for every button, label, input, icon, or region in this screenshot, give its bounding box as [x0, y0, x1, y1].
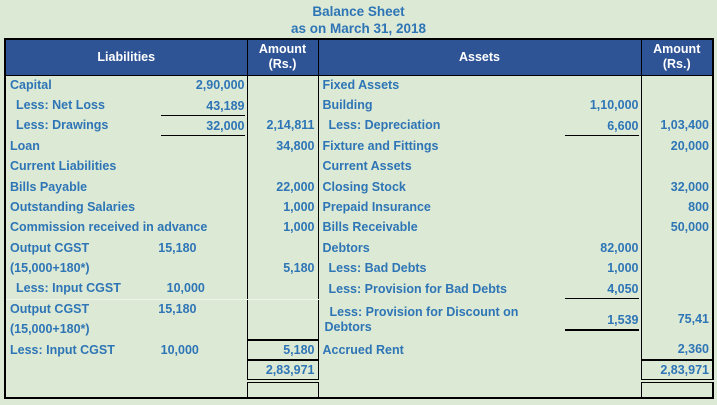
- liability-amount-cell: [247, 136, 318, 156]
- asset-inner-amount: 1,539: [565, 313, 639, 331]
- table-row: [5, 238, 713, 258]
- liability-cell: [5, 218, 247, 238]
- asset-outer-amount: 32,000: [670, 179, 709, 194]
- asset-amount-cell: [641, 197, 713, 217]
- asset-amount-cell: [641, 238, 713, 258]
- asset-cell: [318, 157, 641, 177]
- asset-label: Closing Stock: [322, 179, 406, 194]
- liability-label: Less: Input CGST: [16, 281, 121, 296]
- asset-amount-cell: [641, 177, 713, 197]
- liability-cell: [5, 259, 247, 279]
- asset-amount-cell: [641, 279, 713, 299]
- liability-inner-amount: 10,000: [160, 342, 199, 357]
- liability-amount-cell: [247, 381, 318, 398]
- asset-label: Prepaid Insurance: [322, 200, 431, 215]
- liability-label: Bills Payable: [10, 179, 88, 194]
- asset-label: Less: Bad Debts: [328, 261, 427, 276]
- table-row: [5, 75, 713, 95]
- liability-label: Less: Drawings: [16, 118, 109, 133]
- liability-outer-amount: 1,000: [283, 200, 315, 215]
- asset-cell: [318, 299, 641, 340]
- table-row: [5, 136, 713, 156]
- asset-cell: [318, 259, 641, 279]
- asset-outer-amount: 75,41: [677, 312, 709, 327]
- liability-amount-cell: [247, 279, 318, 299]
- asset-inner-amount: 1,000: [607, 261, 639, 276]
- liability-outer-amount: 2,14,811: [266, 118, 315, 133]
- table-row: [5, 259, 713, 279]
- asset-amount-cell: [641, 340, 713, 360]
- asset-cell: [318, 75, 641, 95]
- liability-label: Less: Net Loss: [16, 98, 105, 113]
- asset-cell: [318, 116, 641, 136]
- liability-label: Current Liabilities: [10, 159, 117, 174]
- liability-amount-cell: [247, 116, 318, 136]
- liability-cell: [5, 279, 247, 299]
- sheet-subtitle: as on March 31, 2018: [290, 21, 427, 36]
- asset-cell: [318, 177, 641, 197]
- asset-cell: [318, 197, 641, 217]
- table-row: [5, 360, 713, 380]
- asset-amount-cell: [641, 116, 713, 136]
- header-amount-right: Amount (Rs.): [641, 39, 713, 75]
- liability-cell: [5, 238, 247, 258]
- liability-label: Outstanding Salaries: [10, 200, 136, 215]
- asset-cell: [318, 218, 641, 238]
- asset-label: Building: [322, 98, 373, 113]
- liability-cell: [5, 116, 247, 136]
- liability-cell: [5, 381, 247, 398]
- liabilities-total-cell: [247, 360, 318, 380]
- table-row: [5, 197, 713, 217]
- liability-amount-cell: [247, 197, 318, 217]
- asset-cell: [318, 95, 641, 115]
- liability-cell: [5, 360, 247, 380]
- table-row: [5, 157, 713, 177]
- liability-outer-amount: 34,800: [276, 138, 315, 153]
- asset-outer-amount: 1,03,400: [660, 118, 709, 133]
- liability-amount-cell: [247, 299, 318, 319]
- asset-inner-amount: 4,050: [565, 282, 639, 299]
- balance-sheet-table: [4, 38, 714, 399]
- liability-inner-amount: 15,180: [158, 240, 197, 255]
- asset-label: Fixed Assets: [322, 77, 400, 92]
- assets-total-cell: [641, 360, 713, 380]
- header-amount-left: Amount (Rs.): [247, 39, 318, 75]
- liability-amount-cell: [247, 320, 318, 340]
- table-row: [5, 116, 713, 136]
- liability-label: Loan: [10, 138, 40, 153]
- liability-inner-amount: 32,000: [161, 119, 245, 136]
- asset-amount-cell: [641, 218, 713, 238]
- table-row: [5, 177, 713, 197]
- liability-cell: [5, 320, 247, 340]
- liability-inner-amount: 15,180: [158, 302, 197, 317]
- liability-cell: [5, 95, 247, 115]
- asset-label: Less: Depreciation: [328, 118, 441, 133]
- liabilities-total: 2,83,971: [265, 362, 315, 377]
- liability-amount-cell: [247, 259, 318, 279]
- liability-amount-cell: [247, 95, 318, 115]
- liability-label: Capital: [10, 77, 52, 92]
- table-row: [5, 381, 713, 398]
- liability-label: Commission received in advance: [10, 220, 208, 235]
- table-row: [5, 95, 713, 115]
- liability-cell: [5, 177, 247, 197]
- header-liabilities: Liabilities: [5, 39, 247, 75]
- table-row: [5, 279, 713, 299]
- asset-cell: [318, 381, 641, 398]
- liability-label: Less: Input CGST: [10, 342, 115, 357]
- liability-amount-cell: [247, 238, 318, 258]
- liability-cell: [5, 340, 247, 360]
- asset-outer-amount: 800: [688, 200, 709, 215]
- asset-label: Debtors: [322, 240, 370, 255]
- liability-amount-cell: [247, 218, 318, 238]
- title-block: [0, 3, 717, 37]
- liability-cell: [5, 197, 247, 217]
- liability-inner-amount: 2,90,000: [195, 77, 245, 92]
- liability-amount-cell: [247, 157, 318, 177]
- liability-cell: [5, 136, 247, 156]
- liability-amount-cell: [247, 177, 318, 197]
- asset-amount-cell: [641, 299, 713, 340]
- liability-cell: [5, 157, 247, 177]
- table-row: [5, 340, 713, 360]
- liability-outer-amount: 22,000: [276, 179, 315, 194]
- liability-inner-amount: 10,000: [166, 281, 205, 296]
- asset-amount-cell: [641, 75, 713, 95]
- header-row: [5, 39, 713, 75]
- asset-amount-cell: [641, 136, 713, 156]
- asset-inner-amount: 82,000: [600, 240, 639, 255]
- liability-outer-amount: 5,180: [283, 342, 315, 357]
- asset-outer-amount: 50,000: [670, 220, 709, 235]
- asset-outer-amount: 2,360: [677, 342, 709, 357]
- liability-label: (15,000+180*): [10, 322, 90, 337]
- liability-label: (15,000+180*): [10, 261, 90, 276]
- asset-amount-cell: [641, 381, 713, 398]
- header-assets: Assets: [318, 39, 641, 75]
- assets-total: 2,83,971: [660, 362, 709, 377]
- liability-cell: [5, 299, 247, 319]
- liability-inner-amount: 43,189: [161, 99, 245, 116]
- liability-label: Output CGST: [10, 240, 90, 255]
- liability-amount-cell: [247, 340, 318, 360]
- asset-label: Fixture and Fittings: [322, 138, 439, 153]
- asset-amount-cell: [641, 95, 713, 115]
- asset-cell: [318, 360, 641, 380]
- table-row: [5, 218, 713, 238]
- asset-amount-cell: [641, 157, 713, 177]
- asset-label: Accrued Rent: [322, 342, 404, 357]
- liability-label: Output CGST: [10, 302, 90, 317]
- asset-label: Less: Provision for Bad Debts: [328, 281, 508, 296]
- liability-amount-cell: [247, 75, 318, 95]
- asset-inner-amount: 1,10,000: [589, 98, 639, 113]
- asset-inner-amount: 6,600: [565, 119, 639, 136]
- asset-cell: [318, 136, 641, 156]
- asset-cell: [318, 238, 641, 258]
- asset-label: Current Assets: [322, 159, 412, 174]
- asset-amount-cell: [641, 259, 713, 279]
- table-row: [5, 299, 713, 319]
- asset-cell: [318, 279, 641, 299]
- asset-label: Less: Provision for Discount on Debtors: [324, 304, 519, 334]
- sheet-title: Balance Sheet: [312, 4, 405, 19]
- liability-cell: [5, 75, 247, 95]
- liability-outer-amount: 1,000: [283, 220, 315, 235]
- asset-outer-amount: 20,000: [670, 138, 709, 153]
- asset-cell: [318, 340, 641, 360]
- asset-label: Bills Receivable: [322, 220, 418, 235]
- liability-outer-amount: 5,180: [283, 261, 315, 276]
